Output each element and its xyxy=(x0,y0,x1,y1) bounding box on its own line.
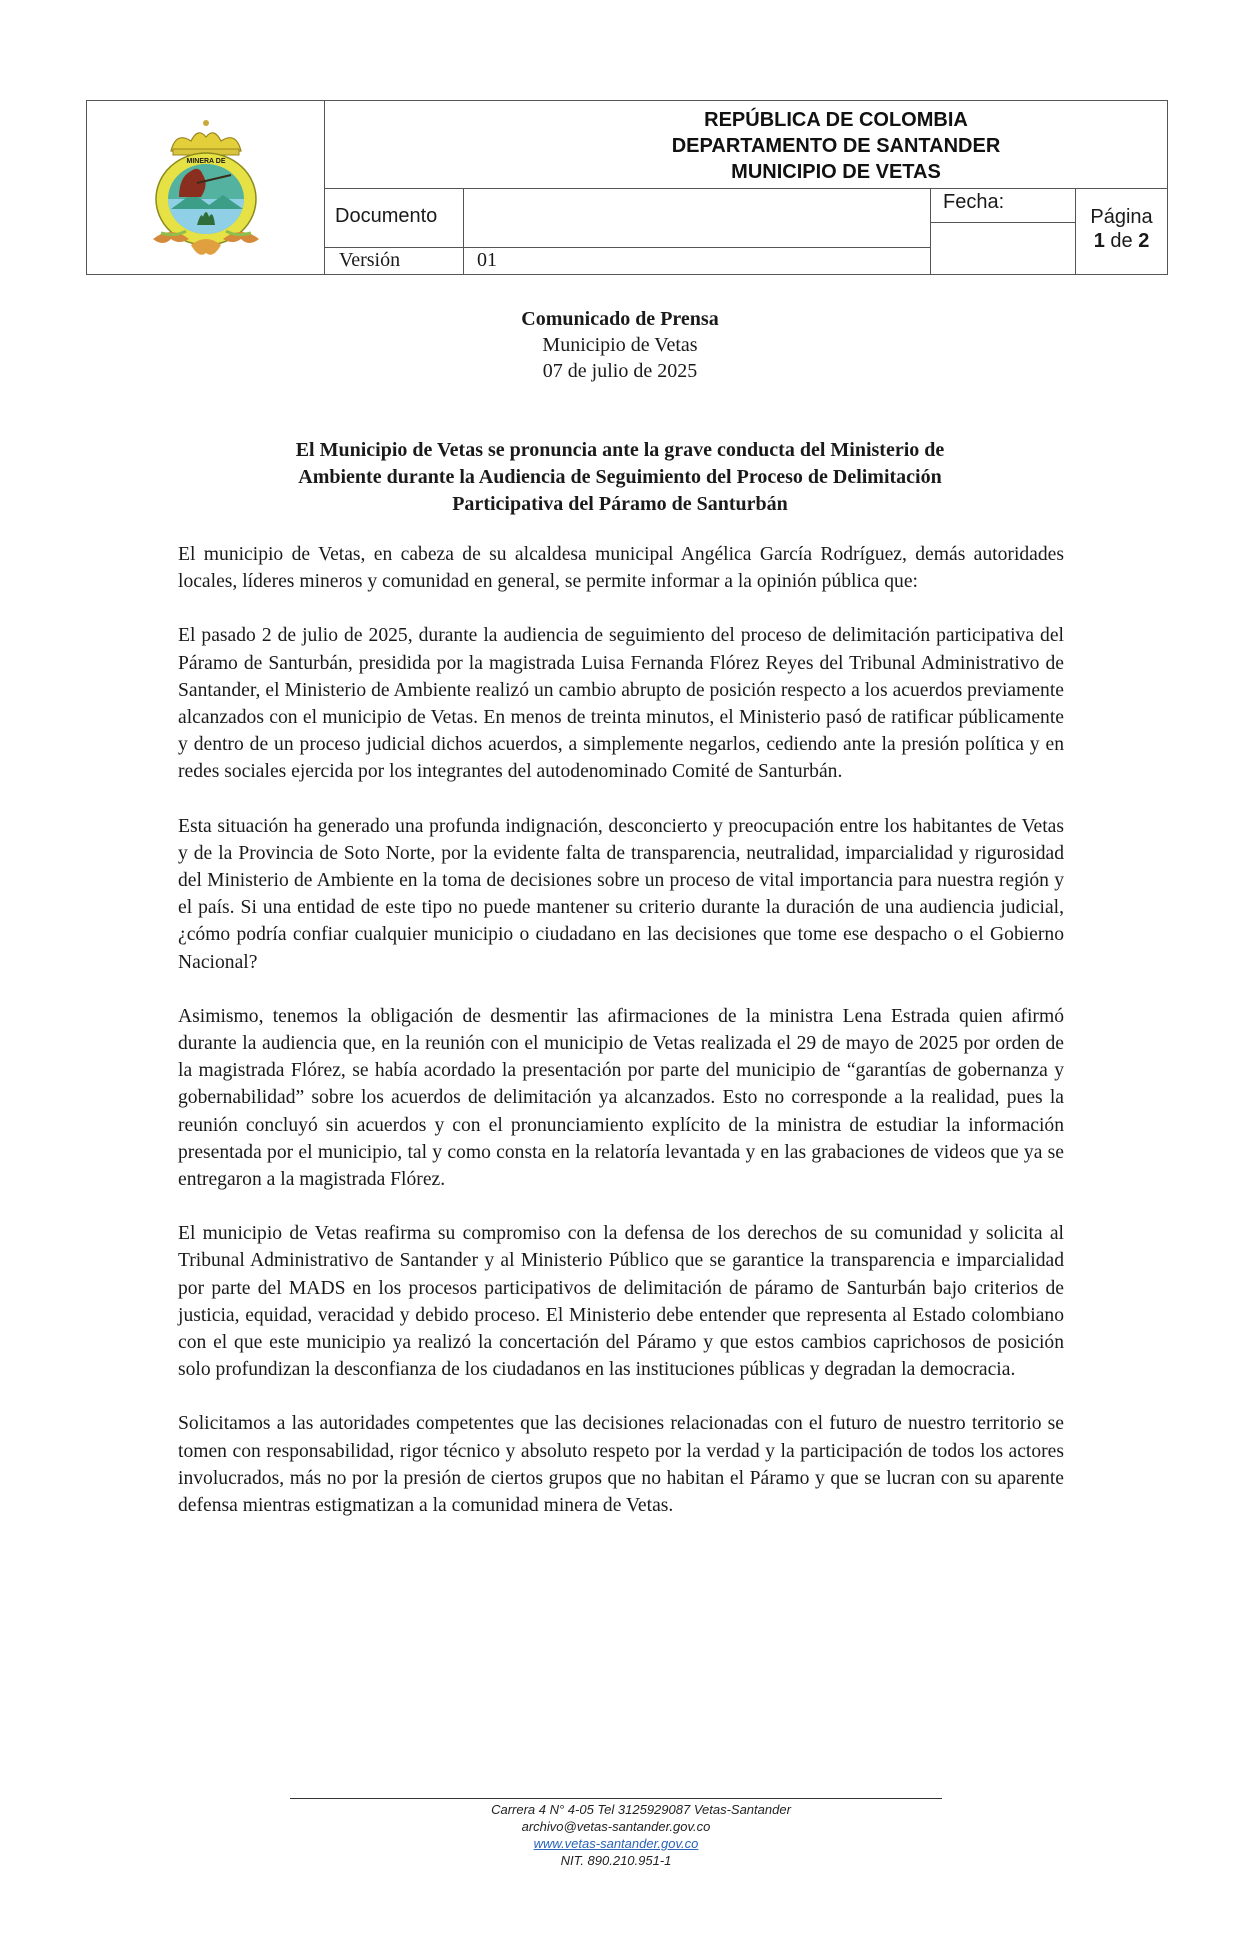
logo-cell xyxy=(87,101,325,274)
header-title-line-1: REPÚBLICA DE COLOMBIA xyxy=(704,109,968,131)
headline-line-2: Ambiente durante la Audiencia de Seguimiento del Proceso de Delimitación xyxy=(298,466,942,488)
press-issuer: Municipio de Vetas xyxy=(542,334,698,356)
coat-of-arms-icon xyxy=(131,113,281,263)
press-title: Comunicado de Prensa xyxy=(521,308,719,330)
body-text xyxy=(178,541,1064,1546)
version-label: Versión xyxy=(325,248,464,274)
footer-divider xyxy=(290,1798,942,1799)
footer-nit: NIT. 890.210.951-1 xyxy=(560,1853,672,1868)
document-header-table xyxy=(86,100,1168,275)
press-date: 07 de julio de 2025 xyxy=(542,360,698,382)
header-title-line-3: MUNICIPIO DE VETAS xyxy=(731,161,941,183)
documento-label: Documento xyxy=(325,189,464,248)
pagina-count xyxy=(1076,229,1167,253)
press-release-heading xyxy=(170,306,1070,384)
footer-website-link[interactable]: www.vetas-santander.gov.co xyxy=(533,1836,699,1851)
version-value: 01 xyxy=(464,248,931,274)
fecha-label: Fecha: xyxy=(931,189,1076,223)
footer-email[interactable]: archivo@vetas-santander.gov.co xyxy=(521,1819,711,1834)
pagina-of: de xyxy=(1110,230,1133,252)
header-title-line-2: DEPARTAMENTO DE SANTANDER xyxy=(671,135,1001,157)
paragraph-4: Asimismo, tenemos la obligación de desmentir las afirmaciones de la ministra Lena Estrada quien afirmó durante la audiencia que, en la reunión con el municipio de Vetas realizada el 29 de mayo de 2025 por orden de la magistrada Flórez, se había acordado la presentación por parte del municipio de “garantías de gobernanza y gobernabilidad” sobre los acuerdos de delimitación ya alcanzados. Esto no corresponde a la realidad, pues la reunión concluyó sin acuerdos y con el pronunciamiento explícito de la ministra de estudiar la información presentada por el municipio, tal y como consta en la relatoría levantada y en las grabaciones de videos que ya se entregaron a la magistrada Flórez. xyxy=(178,1005,1064,1191)
paragraph-3: Esta situación ha generado una profunda indignación, desconcierto y preocupación entre los habitantes de Vetas y de la Provincia de Soto Norte, por la evidente falta de transparencia, neutralidad, imparcialidad y rigurosidad del Ministerio de Ambiente en la toma de decisiones sobre un proceso de vital importancia para nuestra región y el país. Si una entidad de este tipo no puede mantener su criterio durante la duración de una audiencia judicial, ¿cómo podría confiar cualquier municipio o ciudadano en las decisiones que tome ese despacho o el Gobierno Nacional? xyxy=(178,815,1064,973)
pagina-total: 2 xyxy=(1138,230,1150,252)
logo-ring-text: MINERA DE xyxy=(185,157,226,165)
headline-line-1: El Municipio de Vetas se pronuncia ante la grave conducta del Ministerio de xyxy=(295,439,945,461)
paragraph-2: El pasado 2 de julio de 2025, durante la audiencia de seguimiento del proceso de delimitación participativa del Páramo de Santurbán, presidida por la magistrada Luisa Fernanda Flórez Reyes del Tribunal Administrativo de Santander, el Ministerio de Ambiente realizó un cambio abrupto de posición respecto a los acuerdos previamente alcanzados con el municipio de Vetas. En menos de treinta minutos, el Ministerio pasó de ratificar públicamente y dentro de un proceso judicial dichos acuerdos, a simplemente negarlos, cediendo ante la presión política y en redes sociales ejercida por los integrantes del autodenominado Comité de Santurbán. xyxy=(178,625,1064,783)
header-title xyxy=(325,101,1167,189)
headline-line-3: Participativa del Páramo de Santurbán xyxy=(452,493,788,515)
footer-address: Carrera 4 N° 4-05 Tel 3125929087 Vetas-Santander xyxy=(491,1802,791,1817)
pagina-current: 1 xyxy=(1093,230,1105,252)
paragraph-6: Solicitamos a las autoridades competentes que las decisiones relacionadas con el futuro de nuestro territorio se tomen con responsabilidad, rigor técnico y absoluto respeto por la verdad y la participación de todos los actores involucrados, más no por la presión de ciertos grupos que no habitan el Páramo y que se lucran con su aparente defensa mientras estigmatizan a la comunidad minera de Vetas. xyxy=(178,1413,1064,1517)
documento-value xyxy=(464,189,931,248)
headline xyxy=(170,437,1070,518)
footer xyxy=(290,1801,942,1869)
pagina-label: Página xyxy=(1090,206,1153,228)
paragraph-5: El municipio de Vetas reafirma su compromiso con la defensa de los derechos de su comunidad y solicita al Tribunal Administrativo de Santander y al Ministerio Público que se garantice la transparencia e imparcialidad por parte del MADS en los procesos participativos de delimitación de páramo de Santurbán bajo criterios de justicia, equidad, veracidad y debido proceso. El Ministerio debe entender que representa al Estado colombiano con el que este municipio ya realizó la concertación del Páramo y que estos cambios caprichosos de posición solo profundizan la desconfianza de los ciudadanos en las instituciones públicas y degradan la democracia. xyxy=(178,1223,1064,1381)
paragraph-1: El municipio de Vetas, en cabeza de su alcaldesa municipal Angélica García Rodríguez, demás autoridades locales, líderes mineros y comunidad en general, se permite informar a la opinión pública que: xyxy=(178,544,1064,593)
fecha-value xyxy=(931,223,1076,274)
page-indicator xyxy=(1076,189,1167,274)
